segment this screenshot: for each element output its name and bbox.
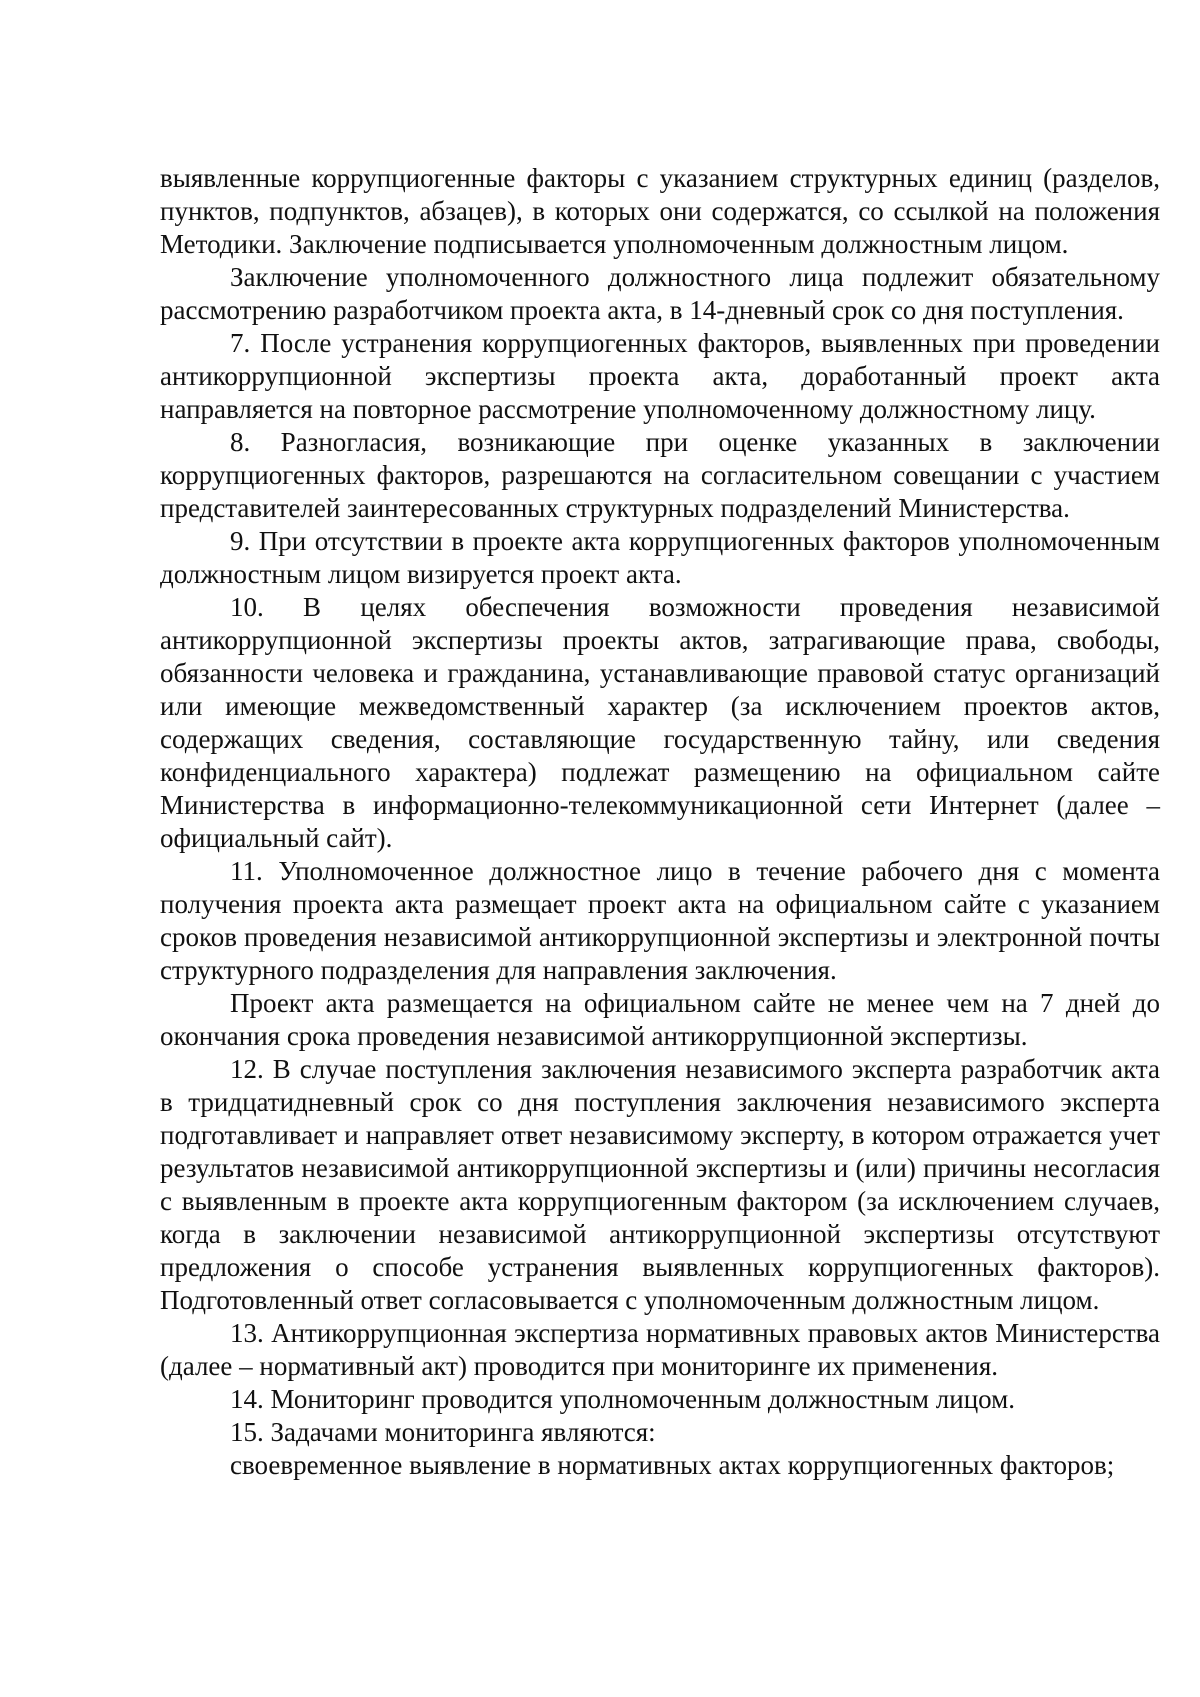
paragraph-item-7: 7. После устранения коррупциогенных факторов, выявленных при проведении антикоррупционной экспертизы проекта акта, доработанный проект акта направляется на повторное рассмотрение уполномоченному должностному лицу. bbox=[160, 328, 1160, 424]
paragraph-conclusion-review: Заключение уполномоченного должностного лица подлежит обязательному рассмотрению разработчиком проекта акта, в 14-дневный срок со дня поступления. bbox=[160, 262, 1160, 325]
document-body bbox=[160, 162, 1160, 1482]
paragraph-item-15: 15. Задачами мониторинга являются: bbox=[230, 1417, 656, 1447]
paragraph-monitoring-task: своевременное выявление в нормативных актах коррупциогенных факторов; bbox=[230, 1450, 1115, 1480]
paragraph-item-11: 11. Уполномоченное должностное лицо в течение рабочего дня с момента получения проекта акта размещает проект акта на официальном сайте с указанием сроков проведения независимой антикоррупционной экспертизы и электронной почты структурного подразделения для направления заключения. bbox=[160, 856, 1160, 985]
paragraph-item-9: 9. При отсутствии в проекте акта коррупциогенных факторов уполномоченным должностным лицом визируется проект акта. bbox=[160, 526, 1160, 589]
paragraph-item-10: 10. В целях обеспечения возможности проведения независимой антикоррупционной экспертизы проекты актов, затрагивающие права, свободы, обязанности человека и гражданина, устанавливающие правовой статус организаций или имеющие межведомственный характер (за исключением проектов актов, содержащих сведения, составляющие государственную тайну, или сведения конфиденциального характера) подлежат размещению на официальном сайте Министерства в информационно-телекоммуникационной сети Интернет (далее – официальный сайт). bbox=[160, 592, 1160, 853]
paragraph-item-12: 12. В случае поступления заключения независимого эксперта разработчик акта в тридцатидневный срок со дня поступления заключения независимого эксперта подготавливает и направляет ответ независимому эксперту, в котором отражается учет результатов независимой антикоррупционной экспертизы и (или) причины несогласия с выявленным в проекте акта коррупциогенным фактором (за исключением случаев, когда в заключении независимой антикоррупционной экспертизы отсутствуют предложения о способе устранения выявленных коррупциогенных факторов). Подготовленный ответ согласовывается с уполномоченным должностным лицом. bbox=[160, 1054, 1160, 1315]
paragraph-item-13: 13. Антикоррупционная экспертиза нормативных правовых актов Министерства (далее – нормативный акт) проводится при мониторинге их применения. bbox=[160, 1318, 1160, 1381]
paragraph-item-8: 8. Разногласия, возникающие при оценке указанных в заключении коррупциогенных факторов, разрешаются на согласительном совещании с участием представителей заинтересованных структурных подразделений Министерства. bbox=[160, 427, 1160, 523]
paragraph-item-14: 14. Мониторинг проводится уполномоченным должностным лицом. bbox=[230, 1384, 1015, 1414]
paragraph-placement-term: Проект акта размещается на официальном сайте не менее чем на 7 дней до окончания срока проведения независимой антикоррупционной экспертизы. bbox=[160, 988, 1160, 1051]
paragraph-conclusion-continued: выявленные коррупциогенные факторы с указанием структурных единиц (разделов, пунктов, подпунктов, абзацев), в которых они содержатся, со ссылкой на положения Методики. Заключение подписывается уполномоченным должностным лицом. bbox=[160, 163, 1160, 259]
